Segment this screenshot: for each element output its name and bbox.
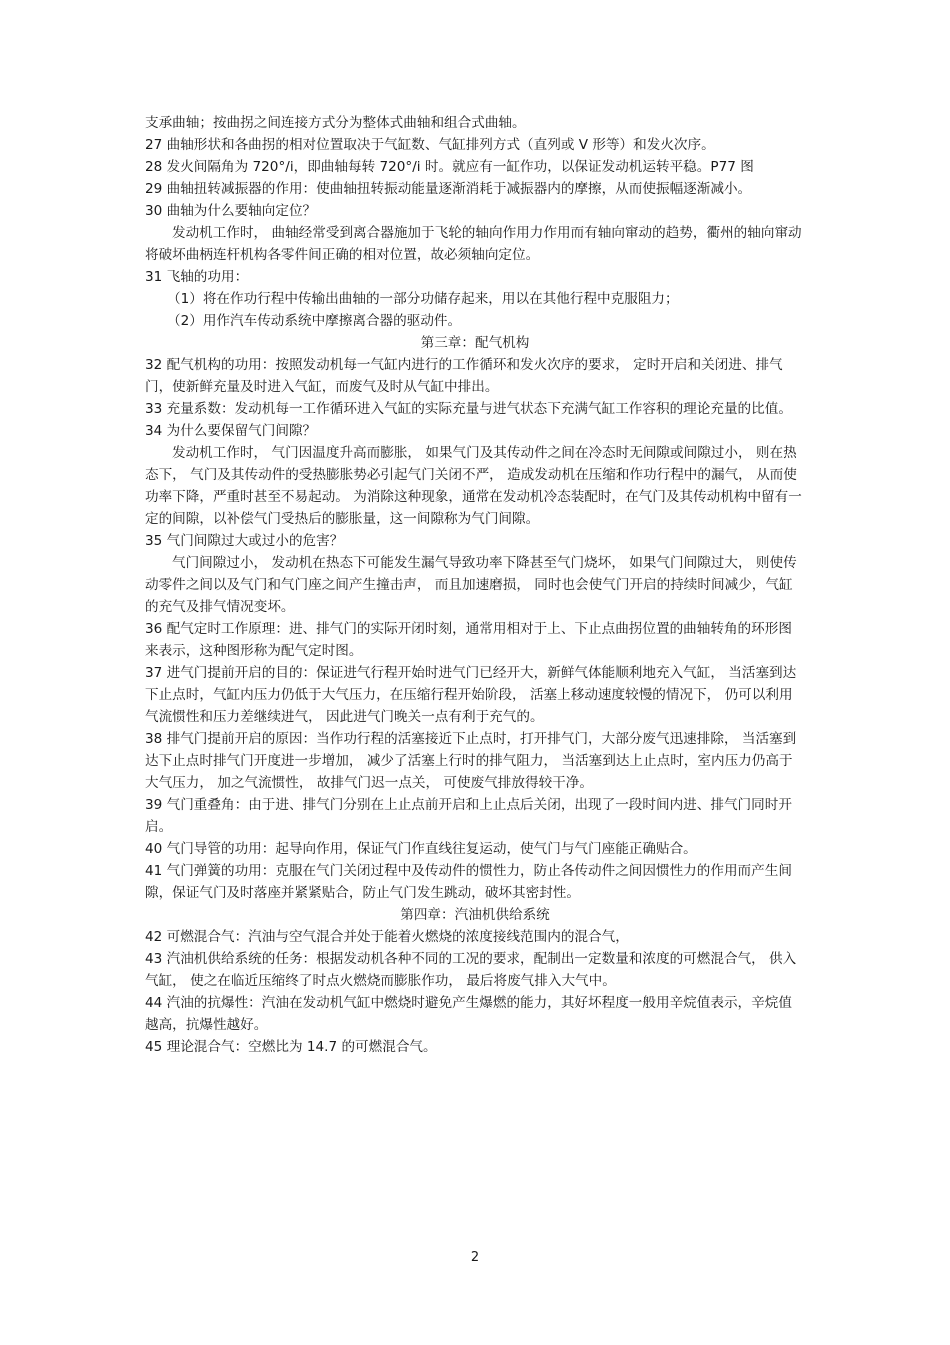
document-body [145, 112, 805, 1058]
question-paragraph: 30 曲轴为什么要轴向定位？ [145, 203, 317, 219]
question-paragraph: 支承曲轴；按曲拐之间连接方式分为整体式曲轴和组合式曲轴。 [145, 115, 526, 131]
question-paragraph: 28 发火间隔角为 720°/i，即曲轴每转 720°/i 时。就应有一缸作功，以保证发动机运转平稳。P77 图 [145, 159, 754, 175]
page-number: 2 [470, 1250, 480, 1265]
question-paragraph: 33 充量系数：发动机每一工作循环进入气缸的实际充量与进气状态下充满气缸工作容积的理论充量的比值。 [145, 401, 792, 417]
question-paragraph: 31 飞轴的功用： [145, 269, 249, 285]
question-paragraph: 42 可燃混合气：汽油与空气混合并处于能着火燃烧的浓度接线范围内的混合气， [145, 929, 629, 945]
question-paragraph: 38 排气门提前开启的原因：当作功行程的活塞接近下止点时，打开排气门，大部分废气迅速排除， 当活塞到达下止点时排气门开度进一步增加， 减少了活塞上行时的排气阻力， 当活塞到达上止点时，室内压力仍高于大气压力， 加之气流惯性， 故排气门迟一点关， 可使废气排放得较干净。 [145, 731, 797, 791]
answer-paragraph: 气门间隙过小， 发动机在热态下可能发生漏气导致功率下降甚至气门烧坏， 如果气门间隙过大， 则使传动零件之间以及气门和气门座之间产生撞击声， 而且加速磨损， 同时也会使气门开启的持续时间减少，气缸的充气及排气情况变坏。 [145, 555, 797, 615]
question-paragraph: 45 理论混合气：空燃比为 14.7 的可燃混合气。 [145, 1039, 437, 1055]
list-item: （1）将在作功行程中传输出曲轴的一部分功储存起来，用以在其他行程中克服阻力； [167, 291, 679, 307]
question-paragraph: 41 气门弹簧的功用：克服在气门关闭过程中及传动件的惯性力，防止各传动件之间因惯性力的作用而产生间隙，保证气门及时落座并紧紧贴合，防止气门发生跳动，破坏其密封性。 [145, 863, 792, 901]
answer-paragraph: 发动机工作时， 气门因温度升高而膨胀， 如果气门及其传动件之间在冷态时无间隙或间隙过小， 则在热态下， 气门及其传动件的受热膨胀势必引起气门关闭不严， 造成发动机在压缩和作功行程中的漏气， 从而使功率下降，严重时甚至不易起动。 为消除这种现象，通常在发动机冷态装配时，在气门及其传动机构中留有一定的间隙，以补偿气门受热后的膨胀量，这一间隙称为气门间隙。 [145, 445, 802, 527]
question-paragraph: 32 配气机构的功用：按照发动机每一气缸内进行的工作循环和发火次序的要求， 定时开启和关闭进、排气门，使新鲜充量及时进入气缸，而废气及时从气缸中排出。 [145, 357, 783, 395]
question-paragraph: 35 气门间隙过大或过小的危害？ [145, 533, 344, 549]
question-paragraph: 27 曲轴形状和各曲拐的相对位置取决于气缸数、气缸排列方式（直列或 V 形等）和发火次序。 [145, 137, 715, 153]
question-paragraph: 37 进气门提前开启的目的：保证进气行程开始时进气门已经开大，新鲜气体能顺利地充入气缸， 当活塞到达下止点时，气缸内压力仍低于大气压力，在压缩行程开始阶段， 活塞上移动速度较慢的情况下， 仍可以利用气流惯性和压力差继续进气， 因此进气门晚关一点有利于充气的。 [145, 665, 797, 725]
question-paragraph: 34 为什么要保留气门间隙？ [145, 423, 317, 439]
chapter-heading: 第四章：汽油机供给系统 [400, 907, 550, 923]
question-paragraph: 39 气门重叠角：由于进、排气门分别在上止点前开启和上止点后关闭，出现了一段时间内进、排气门同时开启。 [145, 797, 792, 835]
list-item: （2）用作汽车传动系统中摩擦离合器的驱动件。 [167, 313, 462, 329]
question-paragraph: 29 曲轴扭转减振器的作用：使曲轴扭转振动能量逐渐消耗于减振器内的摩擦，从而使振幅逐渐减小。 [145, 181, 752, 197]
question-paragraph: 44 汽油的抗爆性：汽油在发动机气缸中燃烧时避免产生爆燃的能力，其好坏程度一般用辛烷值表示，辛烷值越高，抗爆性越好。 [145, 995, 792, 1033]
answer-paragraph: 发动机工作时， 曲轴经常受到离合器施加于飞轮的轴向作用力作用而有轴向窜动的趋势，衢州的轴向窜动将破坏曲柄连杆机构各零件间正确的相对位置，故必须轴向定位。 [145, 225, 802, 263]
chapter-heading: 第三章：配气机构 [420, 335, 530, 351]
question-paragraph: 40 气门导管的功用：起导向作用，保证气门作直线往复运动，使气门与气门座能正确贴合。 [145, 841, 697, 857]
question-paragraph: 36 配气定时工作原理：进、排气门的实际开闭时刻，通常用相对于上、下止点曲拐位置的曲轴转角的环形图来表示，这种图形称为配气定时图。 [145, 621, 792, 659]
question-paragraph: 43 汽油机供给系统的任务：根据发动机各种不同的工况的要求，配制出一定数量和浓度的可燃混合气， 供入气缸， 使之在临近压缩终了时点火燃烧而膨胀作功， 最后将废气排入大气中。 [145, 951, 797, 989]
